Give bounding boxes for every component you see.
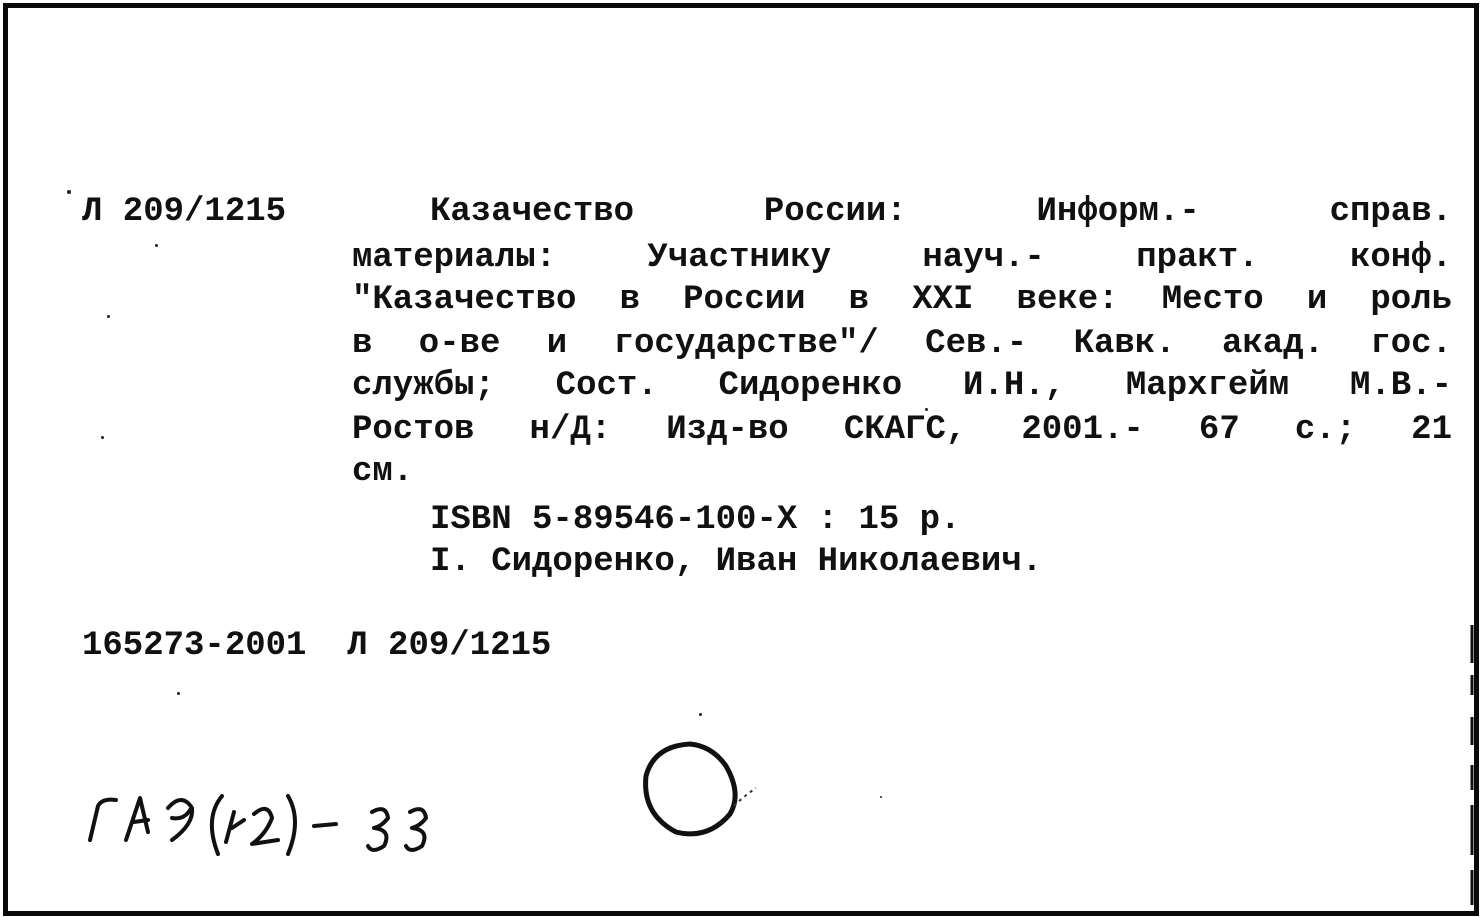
description-line-2: "Казачество в России в XXI веке: Место и роль [352,281,1452,319]
description-line-3: в о-ве и государстве"/ Сев.- Кавк. акад. гос. [352,325,1452,363]
dust-speck [699,713,702,716]
shelf-mark: Л 209/1215 [82,193,287,231]
description-line-6: см. [352,453,414,491]
dust-speck [67,190,71,194]
dust-speck [925,408,928,411]
dust-speck [107,315,110,318]
dust-speck [101,436,104,439]
scan-edge-marks [1470,625,1474,905]
isbn-line: ISBN 5-89546-100-X : 15 р. [430,501,961,539]
description-line-5: Ростов н/Д: Изд-во СКАГС, 2001.- 67 с.; 21 [352,411,1452,449]
dust-speck [177,692,180,695]
dust-speck [155,244,158,247]
description-line-1: материалы: Участнику науч.- практ. конф. [352,239,1452,277]
dust-speck [880,796,882,798]
handwritten-classification [82,762,462,872]
stamp-circle-mark [630,736,770,846]
title-line: Казачество России: Информ.- справ. [430,193,1452,231]
description-line-4: службы; Сост. Сидоренко И.Н., Мархгейм М.В.- [352,367,1452,405]
added-entry: I. Сидоренко, Иван Николаевич. [430,543,1043,581]
accession-number: 165273-2001 Л 209/1215 [82,627,552,665]
